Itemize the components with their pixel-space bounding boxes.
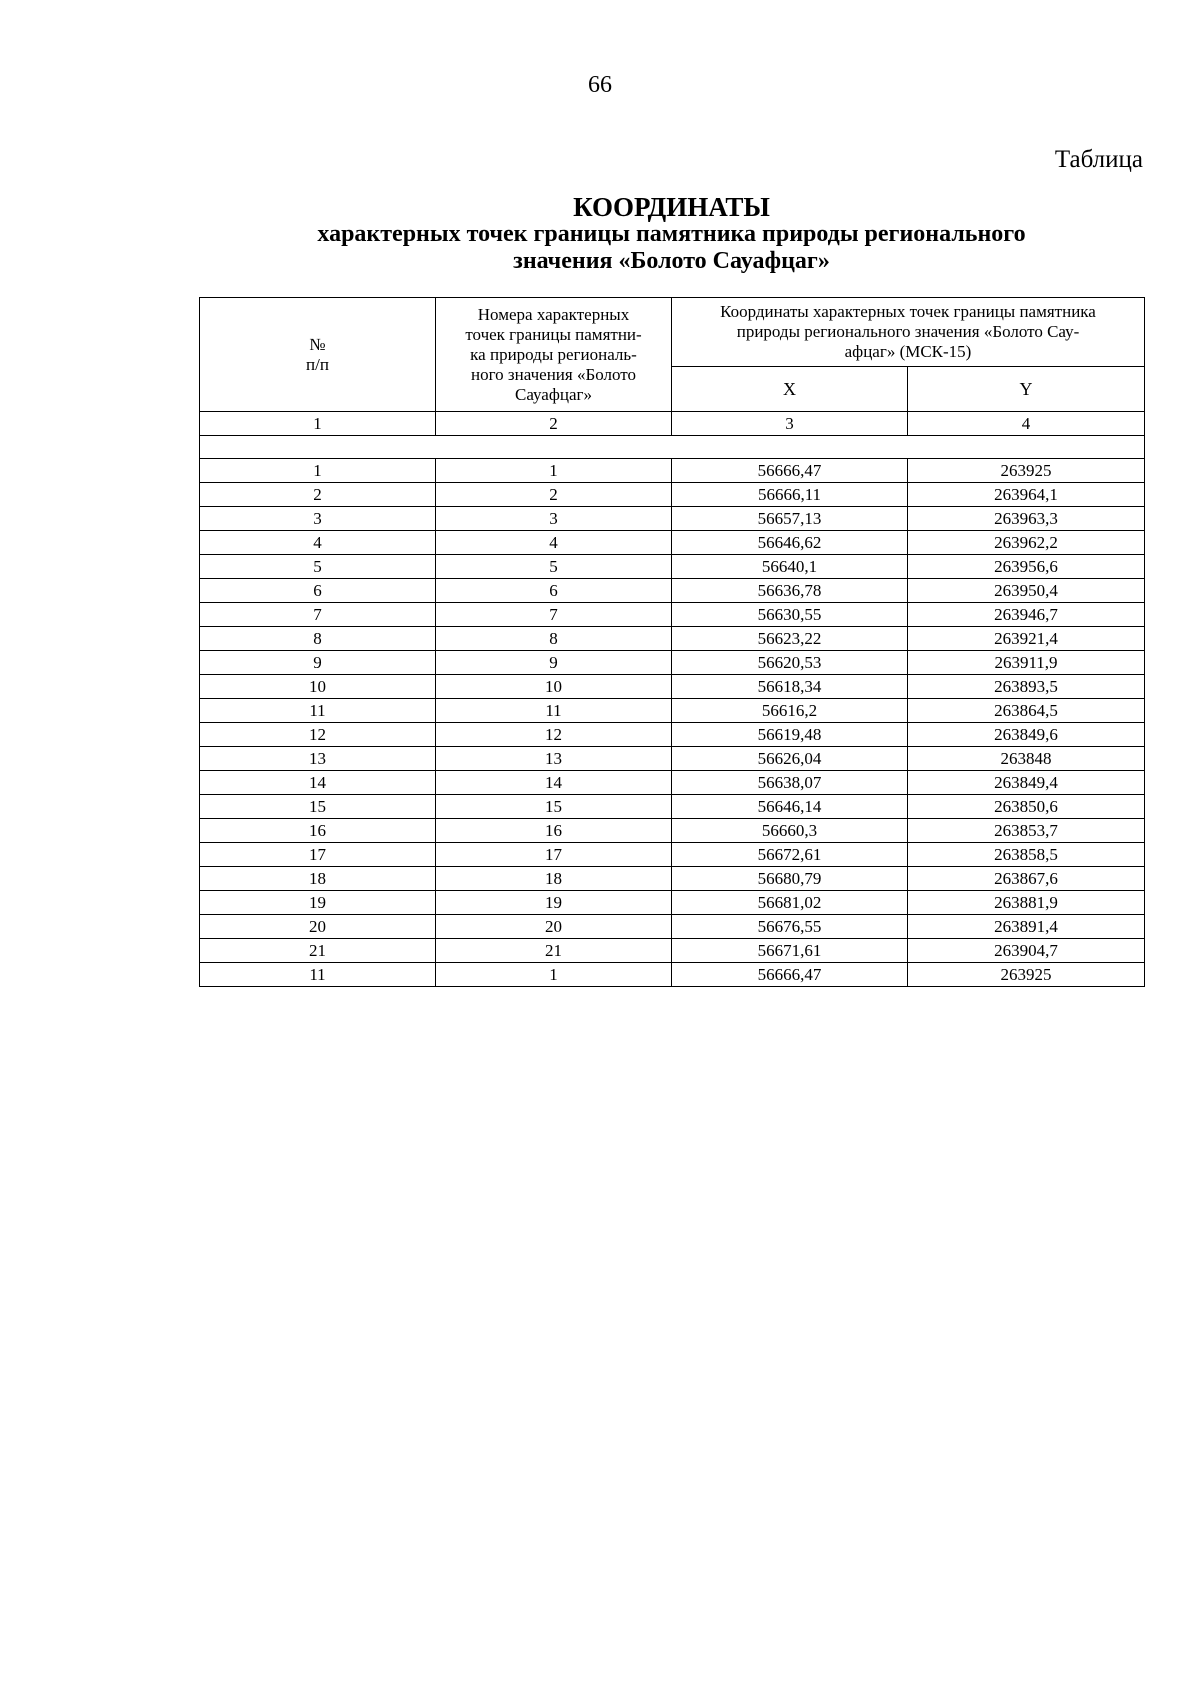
row-index-cell: 13: [200, 747, 436, 771]
table-row: [200, 819, 1145, 843]
x-coordinate-cell: 56672,61: [672, 843, 908, 867]
column-number: 2: [436, 412, 672, 436]
table-row: [200, 963, 1145, 987]
y-coordinate-cell: 263864,5: [908, 699, 1145, 723]
table-row: [200, 747, 1145, 771]
header-coordinates-line: природы регионального значения «Болото Сау-: [736, 322, 1080, 341]
row-index-cell: 2: [200, 483, 436, 507]
y-coordinate-cell: 263858,5: [908, 843, 1145, 867]
row-index-cell: 4: [200, 531, 436, 555]
row-index-cell: 12: [200, 723, 436, 747]
header-coordinates-line: афцаг» (МСК-15): [844, 342, 972, 361]
table-row: [200, 915, 1145, 939]
y-coordinate-cell: 263849,4: [908, 771, 1145, 795]
row-index-cell: 21: [200, 939, 436, 963]
x-coordinate-cell: 56680,79: [672, 867, 908, 891]
y-coordinate-cell: 263881,9: [908, 891, 1145, 915]
table-row: [200, 771, 1145, 795]
y-coordinate-cell: 263853,7: [908, 819, 1145, 843]
y-coordinate-cell: 263867,6: [908, 867, 1145, 891]
row-index-cell: 19: [200, 891, 436, 915]
x-coordinate-cell: 56638,07: [672, 771, 908, 795]
table-row: [200, 867, 1145, 891]
point-number-cell: 19: [436, 891, 672, 915]
y-coordinate-cell: 263904,7: [908, 939, 1145, 963]
row-index-cell: 9: [200, 651, 436, 675]
y-coordinate-cell: 263962,2: [908, 531, 1145, 555]
point-number-cell: 16: [436, 819, 672, 843]
x-coordinate-cell: 56626,04: [672, 747, 908, 771]
y-coordinate-cell: 263925: [908, 459, 1145, 483]
header-row-number: [200, 298, 436, 412]
title-line-2: характерных точек границы памятника природы регионального: [317, 221, 1026, 247]
table-row: [200, 603, 1145, 627]
x-coordinate-cell: 56660,3: [672, 819, 908, 843]
table-row: [200, 939, 1145, 963]
row-index-cell: 7: [200, 603, 436, 627]
x-coordinate-cell: 56616,2: [672, 699, 908, 723]
y-coordinate-cell: 263849,6: [908, 723, 1145, 747]
point-number-cell: 5: [436, 555, 672, 579]
row-index-cell: 1: [200, 459, 436, 483]
point-number-cell: 11: [436, 699, 672, 723]
table-row: [200, 531, 1145, 555]
y-coordinate-cell: 263950,4: [908, 579, 1145, 603]
table-row: [200, 651, 1145, 675]
point-number-cell: 9: [436, 651, 672, 675]
blank-row: [200, 436, 1145, 459]
column-number: 1: [200, 412, 436, 436]
point-number-cell: 1: [436, 963, 672, 987]
header-point-numbers: [436, 298, 672, 412]
x-coordinate-cell: 56623,22: [672, 627, 908, 651]
row-index-cell: 14: [200, 771, 436, 795]
table-row: [200, 483, 1145, 507]
point-number-cell: 15: [436, 795, 672, 819]
table-body: [200, 459, 1145, 987]
row-index-cell: 10: [200, 675, 436, 699]
table-row: [200, 843, 1145, 867]
x-coordinate-cell: 56666,47: [672, 963, 908, 987]
y-coordinate-cell: 263946,7: [908, 603, 1145, 627]
row-index-cell: 15: [200, 795, 436, 819]
x-coordinate-cell: 56636,78: [672, 579, 908, 603]
title-line-3: значения «Болото Сауафцаг»: [513, 248, 830, 274]
table-row: [200, 627, 1145, 651]
column-number: 3: [672, 412, 908, 436]
row-index-cell: 20: [200, 915, 436, 939]
row-index-cell: 6: [200, 579, 436, 603]
x-coordinate-cell: 56681,02: [672, 891, 908, 915]
x-coordinate-cell: 56640,1: [672, 555, 908, 579]
table-row: [200, 579, 1145, 603]
point-number-cell: 21: [436, 939, 672, 963]
coordinates-table: [199, 297, 1145, 987]
x-coordinate-cell: 56666,11: [672, 483, 908, 507]
header-y: Y: [908, 367, 1145, 412]
table-row: [200, 459, 1145, 483]
row-index-cell: 17: [200, 843, 436, 867]
x-coordinate-cell: 56646,14: [672, 795, 908, 819]
table-row: [200, 507, 1145, 531]
row-index-cell: 16: [200, 819, 436, 843]
y-coordinate-cell: 263964,1: [908, 483, 1145, 507]
y-coordinate-cell: 263963,3: [908, 507, 1145, 531]
x-coordinate-cell: 56620,53: [672, 651, 908, 675]
row-index-cell: 18: [200, 867, 436, 891]
point-number-cell: 18: [436, 867, 672, 891]
row-index-cell: 11: [200, 699, 436, 723]
x-coordinate-cell: 56657,13: [672, 507, 908, 531]
point-number-cell: 7: [436, 603, 672, 627]
x-coordinate-cell: 56619,48: [672, 723, 908, 747]
x-coordinate-cell: 56618,34: [672, 675, 908, 699]
header-point-numbers-line: ного значения «Болото: [471, 364, 636, 384]
header-pp: п/п: [306, 354, 329, 374]
table-row: [200, 723, 1145, 747]
point-number-cell: 8: [436, 627, 672, 651]
table-row: [200, 795, 1145, 819]
y-coordinate-cell: 263921,4: [908, 627, 1145, 651]
y-coordinate-cell: 263956,6: [908, 555, 1145, 579]
table-row: [200, 891, 1145, 915]
x-coordinate-cell: 56630,55: [672, 603, 908, 627]
header-coordinates-line: Координаты характерных точек границы памятника: [720, 302, 1096, 321]
row-index-cell: 8: [200, 627, 436, 651]
y-coordinate-cell: 263925: [908, 963, 1145, 987]
point-number-cell: 10: [436, 675, 672, 699]
header-point-numbers-line: Сауафцаг»: [515, 384, 592, 404]
y-coordinate-cell: 263911,9: [908, 651, 1145, 675]
header-point-numbers-line: точек границы памятни-: [465, 324, 642, 344]
point-number-cell: 14: [436, 771, 672, 795]
header-point-numbers-line: ка природы региональ-: [470, 344, 637, 364]
point-number-cell: 20: [436, 915, 672, 939]
point-number-cell: 12: [436, 723, 672, 747]
point-number-cell: 17: [436, 843, 672, 867]
column-number: 4: [908, 412, 1145, 436]
y-coordinate-cell: 263848: [908, 747, 1145, 771]
point-number-cell: 6: [436, 579, 672, 603]
header-coordinates: [672, 298, 1145, 367]
point-number-cell: 4: [436, 531, 672, 555]
y-coordinate-cell: 263891,4: [908, 915, 1145, 939]
y-coordinate-cell: 263850,6: [908, 795, 1145, 819]
table-row: [200, 699, 1145, 723]
point-number-cell: 1: [436, 459, 672, 483]
x-coordinate-cell: 56671,61: [672, 939, 908, 963]
table-row: [200, 555, 1145, 579]
x-coordinate-cell: 56676,55: [672, 915, 908, 939]
document-title: [200, 194, 1143, 275]
row-index-cell: 11: [200, 963, 436, 987]
y-coordinate-cell: 263893,5: [908, 675, 1145, 699]
header-x: X: [672, 367, 908, 412]
point-number-cell: 3: [436, 507, 672, 531]
header-point-numbers-line: Номера характерных: [477, 304, 630, 324]
table-row: [200, 675, 1145, 699]
page-number: 66: [588, 72, 612, 98]
point-number-cell: 2: [436, 483, 672, 507]
row-index-cell: 3: [200, 507, 436, 531]
x-coordinate-cell: 56666,47: [672, 459, 908, 483]
table-label: Таблица: [1054, 146, 1143, 173]
title-line-1: КООРДИНАТЫ: [573, 192, 770, 222]
point-number-cell: 13: [436, 747, 672, 771]
row-index-cell: 5: [200, 555, 436, 579]
x-coordinate-cell: 56646,62: [672, 531, 908, 555]
header-number-sign: №: [309, 334, 326, 354]
